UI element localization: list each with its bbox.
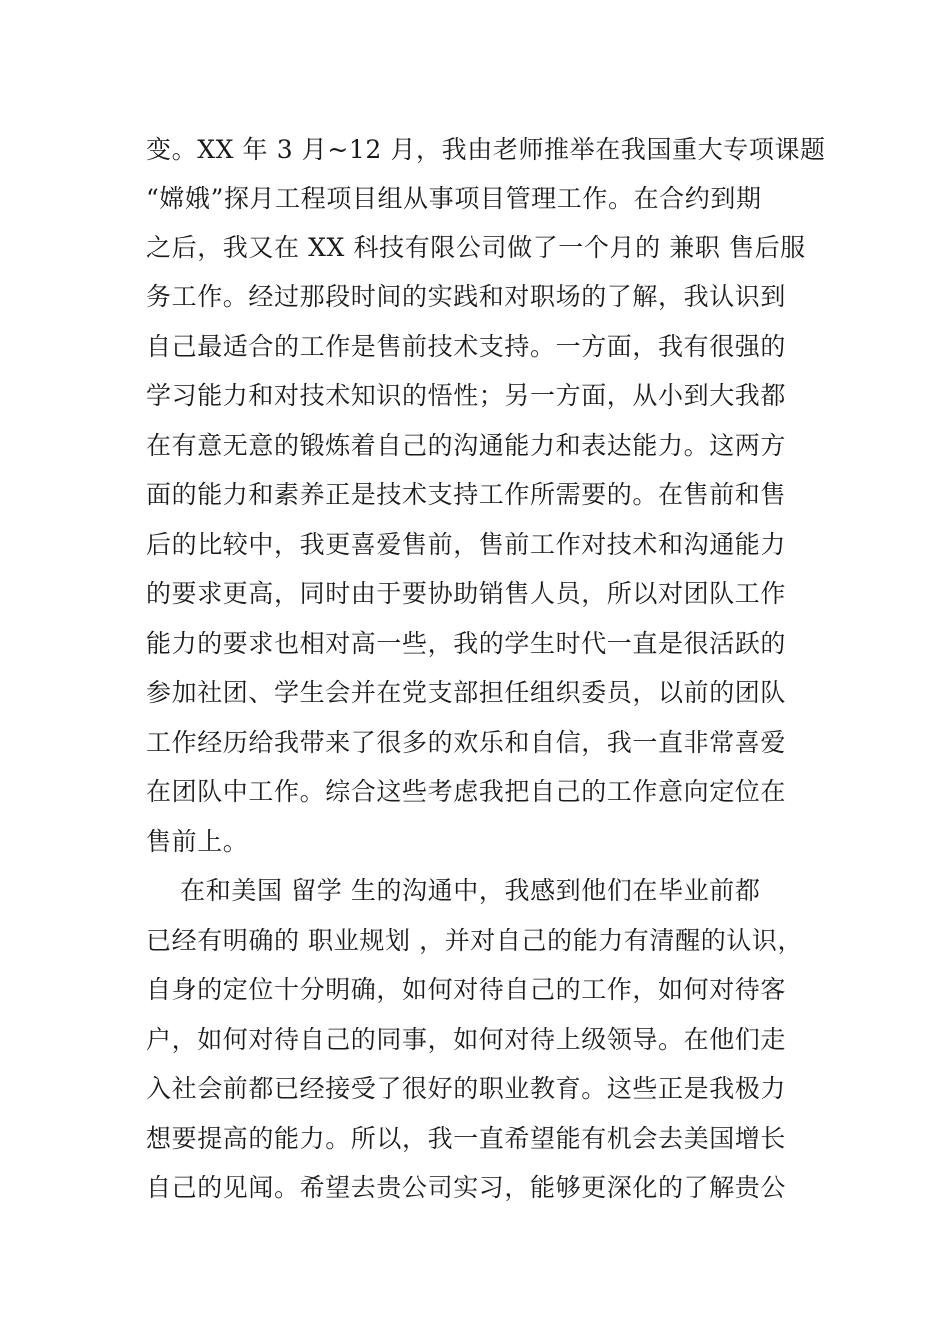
text-line: 面的能力和素养正是技术支持工作所需要的。在售前和售 xyxy=(146,480,787,509)
text-line: 变。XX 年 3 月~12 月，我由老师推举在我国重大专项课题 xyxy=(146,135,826,164)
text-line: 在有意无意的锻炼着自己的沟通能力和表达能力。这两方 xyxy=(146,431,787,460)
text-line: 之后，我又在 XX 科技有限公司做了一个月的 兼职 售后服 xyxy=(146,233,806,262)
text-line: 自己最适合的工作是售前技术支持。一方面，我有很强的 xyxy=(146,332,787,361)
text-line: 入社会前都已经接受了很好的职业教育。这些正是我极力 xyxy=(146,1074,787,1103)
text-line: “嫦娥”探月工程项目组从事项目管理工作。在合约到期 xyxy=(146,184,762,213)
text-line: 务工作。经过那段时间的实践和对职场的了解，我认识到 xyxy=(146,282,787,311)
text-line: 自身的定位十分明确，如何对待自己的工作，如何对待客 xyxy=(146,975,787,1004)
text-line: 售前上。 xyxy=(146,827,249,856)
text-line: 在和美国 留学 生的沟通中，我感到他们在毕业前都 xyxy=(146,876,761,905)
text-line: 后的比较中，我更喜爱售前，售前工作对技术和沟通能力 xyxy=(146,530,787,559)
text-line: 已经有明确的 职业规划 ，并对自己的能力有清醒的认识， xyxy=(146,926,804,955)
text-line: 自己的见闻。希望去贵公司实习，能够更深化的了解贵公 xyxy=(146,1173,787,1202)
text-line: 学习能力和对技术知识的悟性；另一方面，从小到大我都 xyxy=(146,381,787,410)
text-line: 的要求更高，同时由于要协助销售人员，所以对团队工作 xyxy=(146,579,787,608)
text-line: 参加社团、学生会并在党支部担任组织委员，以前的团队 xyxy=(146,678,787,707)
text-line: 在团队中工作。综合这些考虑我把自己的工作意向定位在 xyxy=(146,777,787,806)
text-line: 能力的要求也相对高一些，我的学生时代一直是很活跃的 xyxy=(146,629,787,658)
text-line: 户，如何对待自己的同事，如何对待上级领导。在他们走 xyxy=(146,1025,787,1054)
text-line: 工作经历给我带来了很多的欢乐和自信，我一直非常喜爱 xyxy=(146,728,787,757)
text-line: 想要提高的能力。所以，我一直希望能有机会去美国增长 xyxy=(146,1124,787,1153)
